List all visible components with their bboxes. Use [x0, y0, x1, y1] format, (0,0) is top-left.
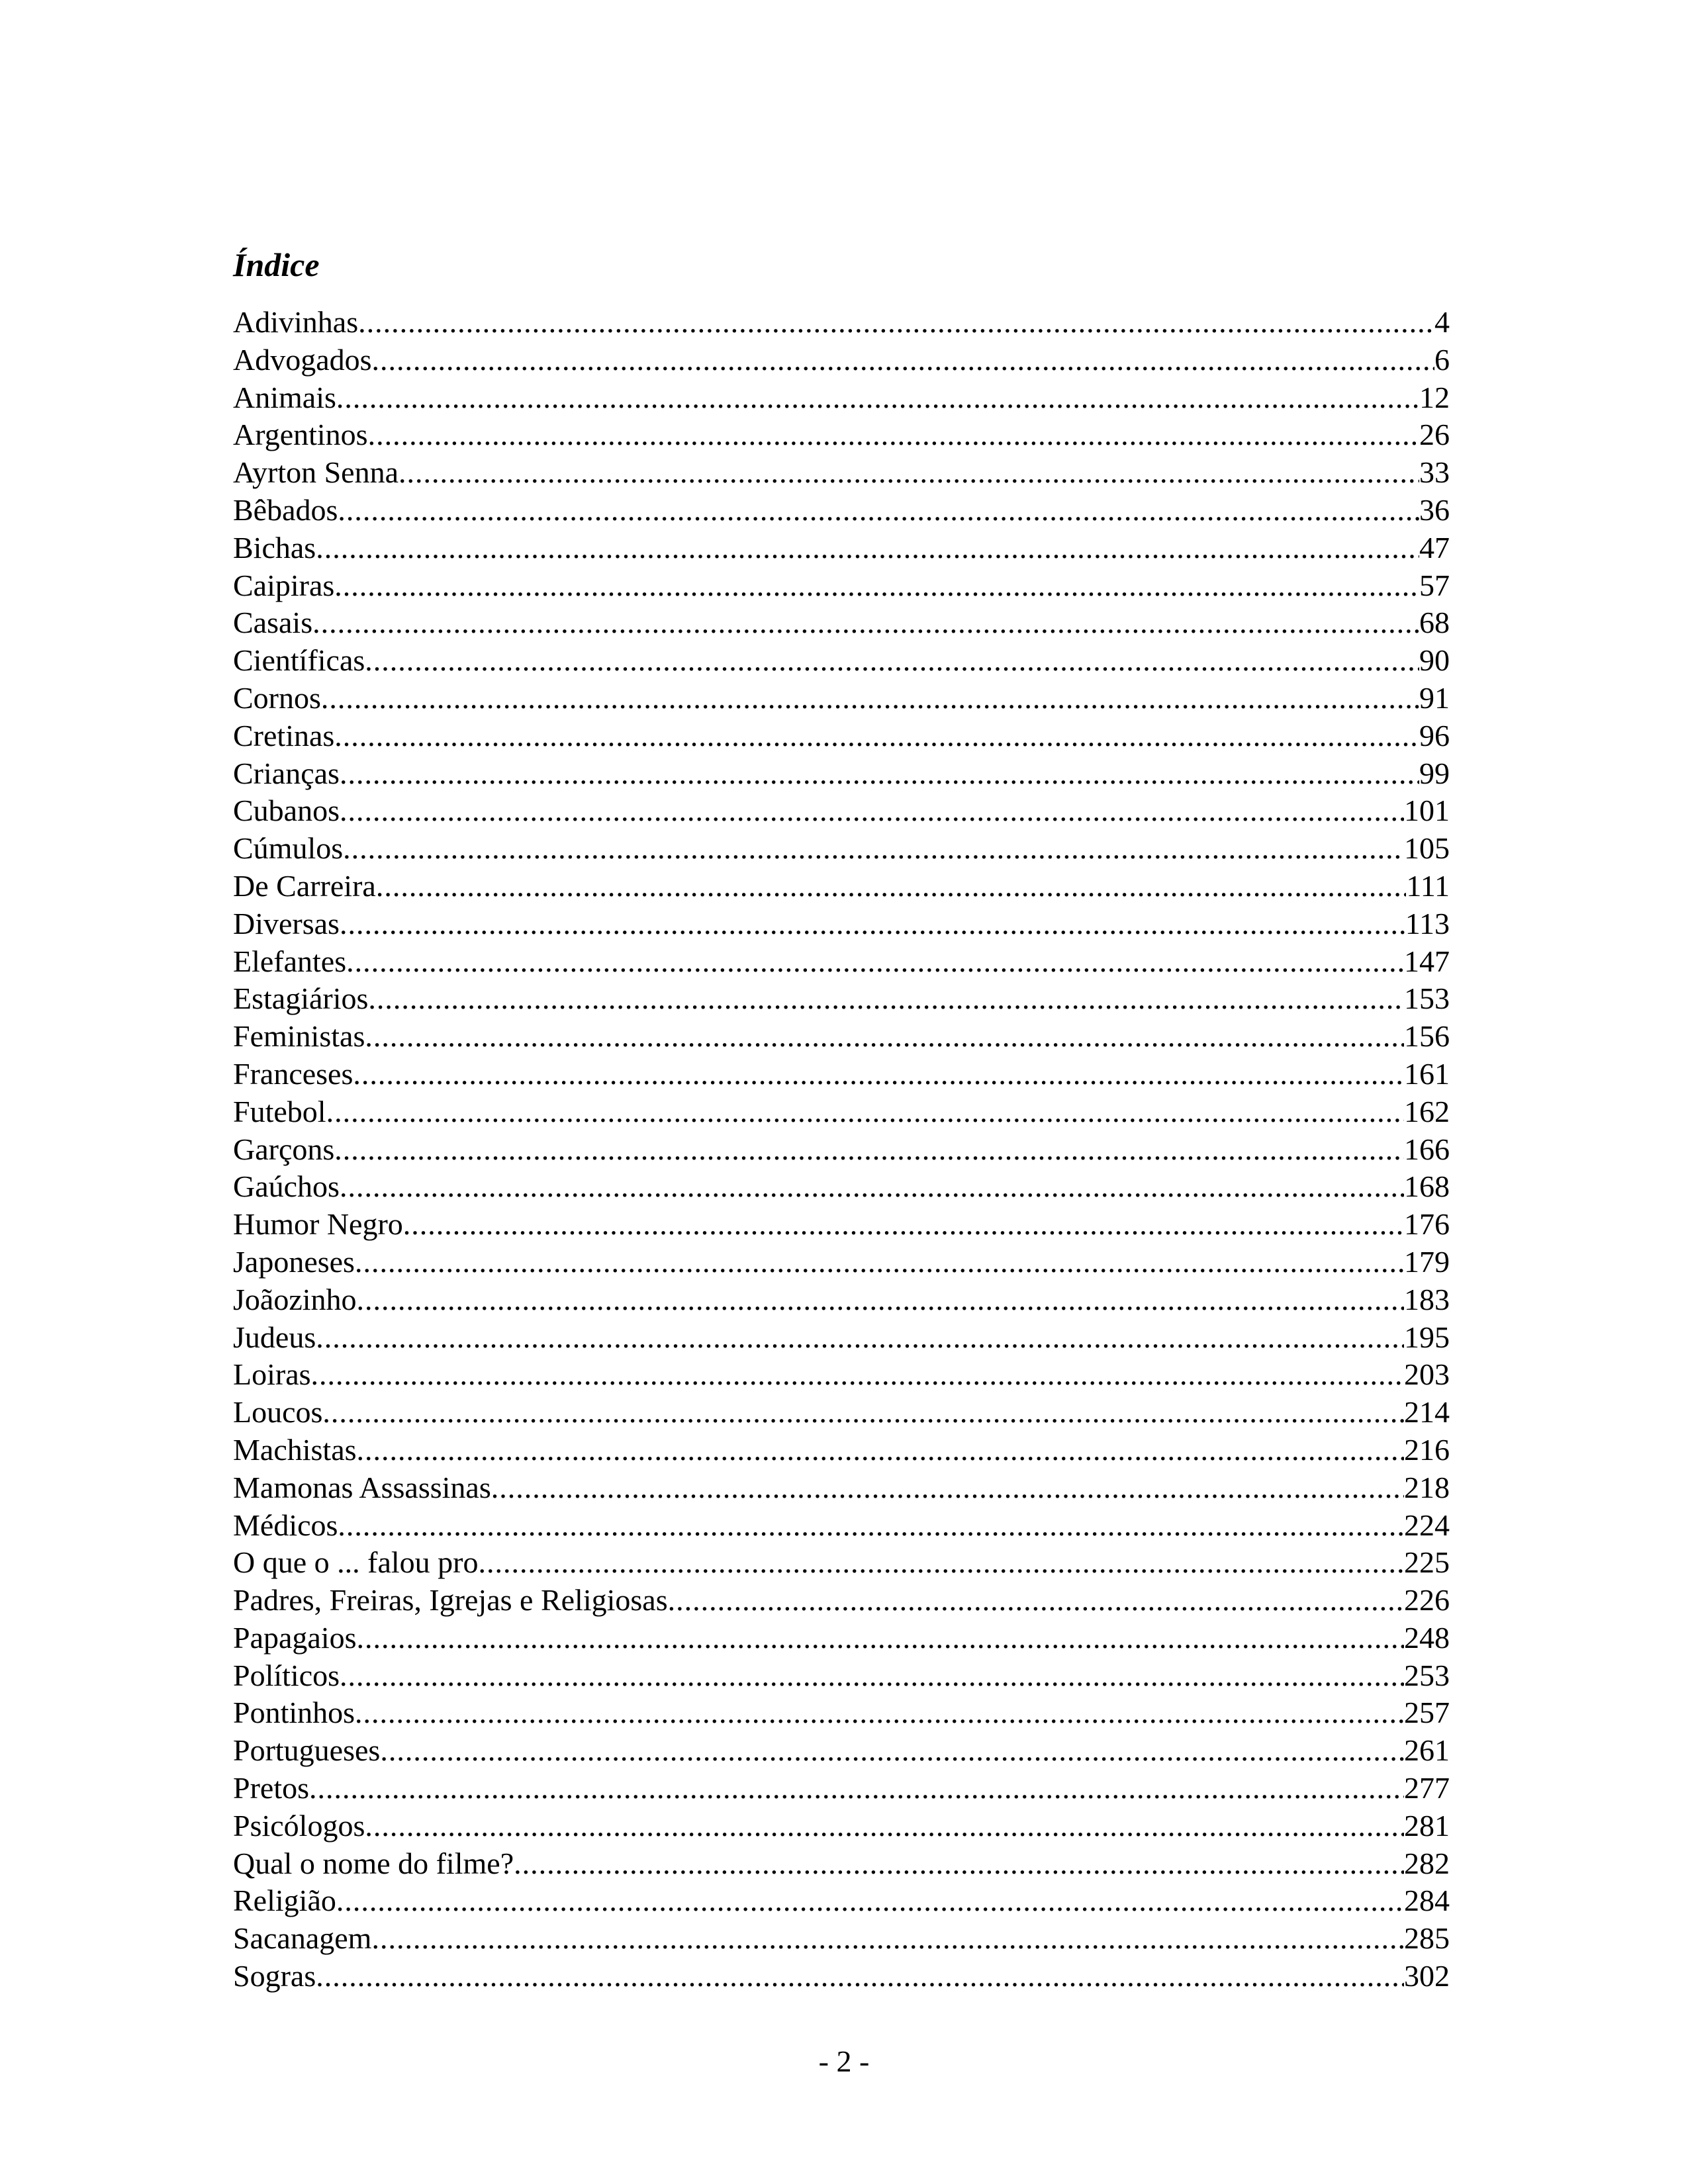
index-entry-label: Papagaios — [233, 1620, 357, 1655]
index-entry-label: Cornos — [233, 680, 321, 715]
index-entry-page-number: 33 — [1419, 455, 1450, 490]
dot-leader — [372, 341, 1434, 379]
index-entry-page-number: 47 — [1419, 530, 1450, 565]
dot-leader — [340, 792, 1404, 830]
index-entry-page-number: 6 — [1434, 342, 1450, 377]
index-entry-label: Cretinas — [233, 718, 335, 752]
index-entry-page-number: 216 — [1404, 1432, 1450, 1467]
index-entry-label: De Carreira — [233, 868, 376, 903]
index-entry-page-number: 68 — [1419, 606, 1450, 640]
index-entry — [233, 1131, 1450, 1169]
dot-leader — [340, 755, 1419, 793]
index-entry — [233, 1356, 1450, 1394]
index-entry-page-number: 96 — [1419, 718, 1450, 752]
index-entry-page-number: 36 — [1419, 492, 1450, 527]
index-entry-page-number: 153 — [1404, 981, 1450, 1016]
index-entry-page-number: 302 — [1404, 1959, 1450, 1993]
index-entry-label: Argentinos — [233, 418, 368, 452]
index-entry — [233, 980, 1450, 1018]
index-entry-label: Loiras — [233, 1357, 311, 1392]
dot-leader — [316, 529, 1419, 567]
dot-leader — [334, 1131, 1404, 1169]
index-entry-page-number: 277 — [1404, 1771, 1450, 1805]
index-entry — [233, 379, 1450, 417]
index-entry — [233, 1582, 1450, 1619]
index-entry-page-number: 105 — [1404, 831, 1450, 866]
index-entry-page-number: 214 — [1404, 1395, 1450, 1430]
dot-leader — [340, 1657, 1404, 1695]
index-entry — [233, 1544, 1450, 1582]
index-entry — [233, 1920, 1450, 1958]
index-entry — [233, 943, 1450, 981]
dot-leader — [338, 492, 1419, 529]
index-entry-label: Qual o nome do filme? — [233, 1846, 514, 1880]
index-entry-page-number: 91 — [1419, 680, 1450, 715]
index-entry — [233, 341, 1450, 379]
index-entry-label: Gaúchos — [233, 1169, 340, 1204]
index-entry — [233, 1319, 1450, 1357]
dot-leader — [371, 1920, 1404, 1958]
index-entry-page-number: 261 — [1404, 1733, 1450, 1768]
dot-leader — [311, 1356, 1404, 1394]
index-entry-label: Caipiras — [233, 568, 335, 602]
index-entry-page-number: 99 — [1419, 756, 1450, 790]
dot-leader — [338, 1507, 1404, 1545]
index-entry-label: Casais — [233, 606, 313, 640]
index-entry — [233, 604, 1450, 642]
index-entry-label: Padres, Freiras, Igrejas e Religiosas — [233, 1583, 668, 1617]
dot-leader — [357, 1281, 1404, 1319]
index-entry-label: Animais — [233, 380, 336, 414]
dot-leader — [353, 1056, 1404, 1093]
dot-leader — [312, 604, 1419, 642]
index-entry — [233, 680, 1450, 717]
dot-leader — [336, 379, 1419, 417]
index-entry — [233, 1394, 1450, 1432]
index-entry — [233, 1206, 1450, 1244]
index-entry — [233, 1657, 1450, 1695]
index-entry-page-number: 224 — [1404, 1508, 1450, 1542]
index-entry-page-number: 4 — [1434, 305, 1450, 339]
dot-leader — [399, 454, 1419, 492]
index-entry — [233, 1244, 1450, 1281]
index-entry-label: Ayrton Senna — [233, 455, 399, 490]
index-entry — [233, 1432, 1450, 1469]
index-entry — [233, 567, 1450, 605]
index-entry-label: Elefantes — [233, 944, 347, 978]
index-entry-label: Portugueses — [233, 1733, 381, 1768]
index-entry-label: Pretos — [233, 1771, 309, 1805]
index-entry-label: Japoneses — [233, 1244, 355, 1279]
index-entry-label: Científicas — [233, 643, 365, 678]
index-entry-label: Psicólogos — [233, 1808, 365, 1843]
index-entry-label: Sacanagem — [233, 1921, 372, 1956]
dot-leader — [478, 1544, 1404, 1582]
index-entry-page-number: 113 — [1405, 906, 1450, 940]
index-entry-label: Cubanos — [233, 794, 340, 828]
index-entry-label: Estagiários — [233, 981, 369, 1016]
index-entry-page-number: 176 — [1404, 1207, 1450, 1242]
index-entry-page-number: 218 — [1404, 1470, 1450, 1504]
index-entry — [233, 830, 1450, 868]
index-entry — [233, 304, 1450, 341]
index-entry-page-number: 203 — [1404, 1357, 1450, 1392]
dot-leader — [668, 1582, 1404, 1619]
dot-leader — [365, 1018, 1404, 1056]
index-entry-page-number: 90 — [1419, 643, 1450, 678]
index-entry-label: Mamonas Assassinas — [233, 1470, 491, 1504]
dot-leader — [316, 1958, 1404, 1995]
dot-leader — [368, 416, 1419, 454]
dot-leader — [326, 1093, 1404, 1131]
index-entry-page-number: 26 — [1419, 418, 1450, 452]
index-entry-label: Humor Negro — [233, 1207, 403, 1242]
dot-leader — [334, 717, 1419, 755]
index-entry — [233, 1056, 1450, 1093]
index-entry-label: Franceses — [233, 1056, 353, 1091]
dot-leader — [368, 980, 1404, 1018]
index-entry-page-number: 161 — [1404, 1056, 1450, 1091]
index-entry-label: Advogados — [233, 342, 372, 377]
dot-leader — [340, 905, 1405, 943]
index-entry — [233, 792, 1450, 830]
index-entry-label: Médicos — [233, 1508, 338, 1542]
index-entry-page-number: 285 — [1404, 1921, 1450, 1956]
index-entry — [233, 1507, 1450, 1545]
dot-leader — [321, 680, 1419, 717]
dot-leader — [358, 304, 1434, 341]
index-entry — [233, 492, 1450, 529]
page-number: - 2 - — [818, 2044, 870, 2078]
index-entry-page-number: 156 — [1404, 1019, 1450, 1054]
index-entry — [233, 1281, 1450, 1319]
index-entry — [233, 1732, 1450, 1770]
index-entry-page-number: 57 — [1419, 568, 1450, 602]
index-entry-page-number: 147 — [1404, 944, 1450, 978]
index-entry-label: O que o ... falou pro — [233, 1545, 479, 1580]
index-entry-label: Sogras — [233, 1959, 316, 1993]
index-entry — [233, 1619, 1450, 1657]
dot-leader — [334, 567, 1419, 605]
index-entry-label: Loucos — [233, 1395, 323, 1430]
index-entry-label: Diversas — [233, 906, 340, 940]
index-entry-page-number: 226 — [1404, 1583, 1450, 1617]
index-entry — [233, 454, 1450, 492]
index-entry — [233, 868, 1450, 905]
index-entry — [233, 1845, 1450, 1883]
index-entry-label: Pontinhos — [233, 1696, 355, 1730]
index-entry — [233, 1018, 1450, 1056]
dot-leader — [380, 1732, 1404, 1770]
index-entry-label: Cúmulos — [233, 831, 344, 866]
index-entry-label: Feministas — [233, 1019, 365, 1054]
index-entry-label: Futebol — [233, 1094, 326, 1128]
dot-leader — [365, 1807, 1404, 1845]
index-entry — [233, 416, 1450, 454]
dot-leader — [403, 1206, 1404, 1244]
index-entry — [233, 1882, 1450, 1920]
index-entry — [233, 529, 1450, 567]
index-entry-page-number: 166 — [1404, 1132, 1450, 1166]
index-entry-page-number: 281 — [1404, 1808, 1450, 1843]
index-entry-label: Religião — [233, 1884, 336, 1918]
dot-leader — [491, 1469, 1404, 1507]
index-entry — [233, 1694, 1450, 1732]
index-entry — [233, 905, 1450, 943]
index-entry-page-number: 12 — [1419, 380, 1450, 414]
index-entry-label: Machistas — [233, 1432, 357, 1467]
dot-leader — [322, 1394, 1404, 1432]
dot-leader — [336, 1882, 1404, 1920]
dot-leader — [355, 1694, 1404, 1732]
index-entry — [233, 1093, 1450, 1131]
index-entry-page-number: 183 — [1404, 1282, 1450, 1316]
index-entry-label: Judeus — [233, 1320, 316, 1354]
index-entry-label: Joãozinho — [233, 1282, 357, 1316]
index-entry-label: Políticos — [233, 1658, 340, 1692]
index-entry-label: Adivinhas — [233, 305, 359, 339]
dot-leader — [514, 1845, 1404, 1883]
index-entry-page-number: 111 — [1406, 868, 1450, 903]
index-entry-page-number: 195 — [1404, 1320, 1450, 1354]
index-entry-page-number: 101 — [1404, 794, 1450, 828]
index-heading: Índice — [233, 246, 320, 283]
dot-leader — [343, 830, 1404, 868]
index-entry-label: Crianças — [233, 756, 340, 790]
index-entry-page-number: 284 — [1404, 1884, 1450, 1918]
dot-leader — [309, 1770, 1404, 1807]
index-entry — [233, 1807, 1450, 1845]
dot-leader — [355, 1244, 1404, 1281]
index-entry-page-number: 248 — [1404, 1620, 1450, 1655]
index-entry — [233, 1168, 1450, 1206]
index-entry — [233, 1770, 1450, 1807]
dot-leader — [340, 1168, 1404, 1206]
dot-leader — [357, 1619, 1404, 1657]
index-entry — [233, 642, 1450, 680]
index-list — [233, 304, 1450, 1995]
index-entry-page-number: 179 — [1404, 1244, 1450, 1279]
index-entry — [233, 755, 1450, 793]
dot-leader — [357, 1432, 1404, 1469]
index-entry-page-number: 162 — [1404, 1094, 1450, 1128]
dot-leader — [365, 642, 1419, 680]
index-entry-label: Bichas — [233, 530, 316, 565]
index-entry-page-number: 225 — [1404, 1545, 1450, 1580]
index-entry — [233, 1958, 1450, 1995]
index-entry-label: Garçons — [233, 1132, 335, 1166]
index-entry-page-number: 257 — [1404, 1696, 1450, 1730]
dot-leader — [316, 1319, 1404, 1357]
index-entry-page-number: 282 — [1404, 1846, 1450, 1880]
dot-leader — [346, 943, 1404, 981]
index-entry-page-number: 168 — [1404, 1169, 1450, 1204]
index-entry-page-number: 253 — [1404, 1658, 1450, 1692]
index-entry — [233, 717, 1450, 755]
index-entry-label: Bêbados — [233, 492, 338, 527]
dot-leader — [376, 868, 1407, 905]
index-entry — [233, 1469, 1450, 1507]
